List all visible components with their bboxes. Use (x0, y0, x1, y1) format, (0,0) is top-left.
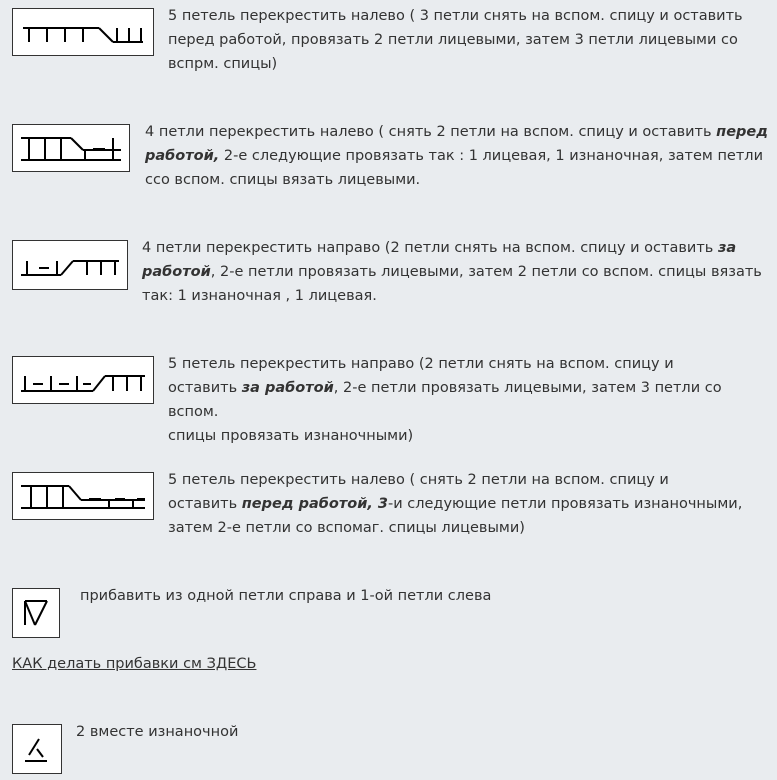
increase-description: прибавить из одной петли справа и 1-ой петли слева (80, 588, 492, 604)
entry-2-text-b: 2-е следующие провязать так : 1 лицевая, 1 изнаночная, затем петли (219, 148, 763, 164)
entry-1-line-3: вспрм. спицы) (168, 56, 278, 72)
entry-1-line-2: перед работой, провязать 2 петли лицевыми, затем 3 петли лицевыми со (168, 32, 738, 48)
entry-2-text-c: ссо вспом. спицы вязать лицевыми. (145, 172, 421, 188)
entry-3-text-b: , 2-е петли провязать лицевыми, затем 2 петли со вспом. спицы вязать (210, 264, 762, 280)
entry-5-description (168, 468, 770, 540)
entry-3-text-c: так: 1 изнаночная , 1 лицевая. (142, 288, 377, 304)
entry-4-text-b: оставить (168, 380, 242, 396)
cross-5-right-purl-icon (12, 356, 154, 404)
entry-3-emphasis-b: работой (142, 264, 211, 280)
entry-1-description (168, 4, 768, 76)
entry-5-text-d: затем 2-е петли со вспомаг. спицы лицевыми) (168, 520, 525, 536)
entry-1-line-1: 5 петель перекрестить налево ( 3 петли снять на вспом. спицу и оставить (168, 8, 743, 24)
purl-two-together-icon (12, 724, 62, 774)
entry-5-text-a: 5 петель перекрестить налево ( снять 2 петли на вспом. спицу и (168, 472, 669, 488)
entry-3-text-a: 4 петли перекрестить направо (2 петли снять на вспом. спицу и оставить (142, 240, 718, 256)
entry-5-text-b: оставить (168, 496, 242, 512)
increase-two-from-one-icon (12, 588, 60, 638)
entry-4-text-a: 5 петель перекрестить направо (2 петли снять на вспом. спицу и (168, 356, 674, 372)
entry-4-description (168, 352, 770, 448)
entry-4-text-d: спицы провязать изнаночными) (168, 428, 414, 444)
cross-5-left-purl-icon (12, 472, 154, 520)
entry-2-emphasis-a: перед (716, 124, 768, 140)
entry-2-text-a: 4 петли перекрестить налево ( снять 2 петли на вспом. спицу и оставить (145, 124, 717, 140)
entry-4-text-c: , 2-е петли провязать лицевыми, затем 3 петли со вспом. (168, 380, 722, 420)
cross-5-left-3-over-2-icon (12, 8, 154, 56)
purl-two-together-description: 2 вместе изнаночной (76, 724, 239, 740)
entry-3-description (142, 236, 770, 308)
cross-4-left-purl-icon (12, 124, 130, 172)
entry-5-emphasis: перед работой, 3 (241, 496, 388, 512)
entry-4-emphasis: за работой (241, 380, 334, 396)
increase-howto-link[interactable]: КАК делать прибавки см ЗДЕСЬ (12, 656, 257, 672)
entry-5-text-c: -и следующие петли провязать изнаночными, (388, 496, 743, 512)
entry-3-emphasis-a: за (717, 240, 737, 256)
entry-2-description (145, 120, 770, 192)
entry-2-emphasis-b: работой, (145, 148, 220, 164)
cross-4-right-purl-icon (12, 240, 128, 290)
